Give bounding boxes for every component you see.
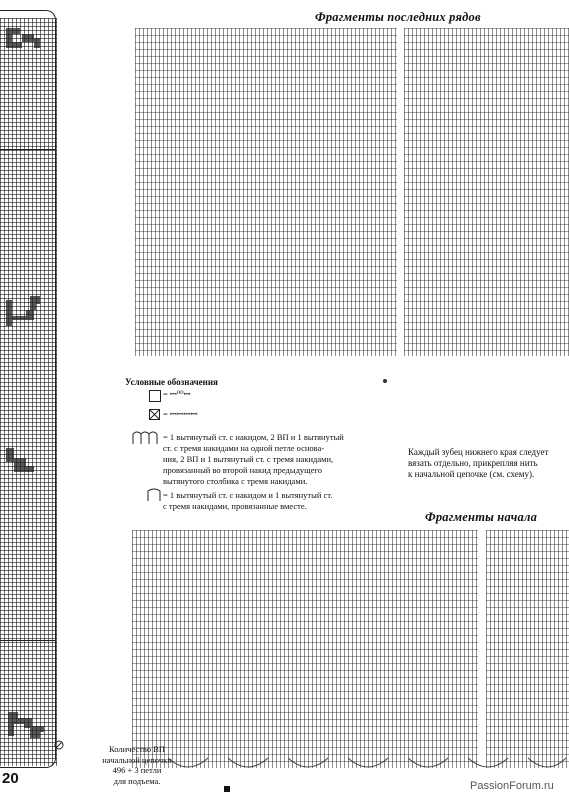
- legend-item3: [163, 432, 373, 487]
- legend-item3-line: вытянутого столбика с тремя накидами.: [163, 476, 308, 486]
- crossed-square-icon: [149, 409, 161, 421]
- page-number: 20: [2, 770, 19, 787]
- bottom-scallops: [168, 748, 568, 778]
- edge-note-line: к начальной цепочке (см. схему).: [408, 469, 535, 479]
- legend-empty-square: [149, 390, 161, 402]
- scheme-start-right: [486, 530, 569, 768]
- legend-item4: [163, 490, 373, 512]
- chain-count-line: для подъема.: [113, 775, 161, 786]
- title-last-rows: Фрагменты последних рядов: [315, 10, 481, 24]
- chain-count-line: начальной цепочки: [102, 754, 172, 765]
- joined-stitch-icon: [146, 488, 162, 502]
- legend-item3-line: ст. с тремя накидами на одной петле основа-: [163, 443, 325, 453]
- legend-item3-line: = 1 вытянутый ст. с накидом, 2 ВП и 1 вытянутый: [163, 432, 344, 442]
- scheme-last-rows-right: [404, 28, 569, 356]
- legend-item1-text: = ꟷ⁰⁰ꟷ: [163, 389, 191, 399]
- legend-item3-line: ния, 2 ВП и 1 вытянутый ст. с тремя накидами,: [163, 454, 334, 464]
- watermark: PassionForum.ru: [470, 780, 554, 792]
- no-symbol-icon: [54, 740, 64, 750]
- left-motifs: [0, 0, 60, 770]
- edge-note-line: вязать отдельно, прикрепляя нить: [408, 458, 538, 468]
- edge-note: [408, 447, 568, 480]
- legend-title: Условные обозначения: [125, 377, 218, 387]
- legend-item4-line: = 1 вытянутый ст. с накидом и 1 вытянутый ст.: [163, 490, 333, 500]
- chain-count-line: 496 + 3 петли: [112, 765, 162, 775]
- legend-item2-text: = ꟷꟷꟷꟷ: [163, 409, 198, 419]
- scheme-last-rows-left: [135, 28, 397, 356]
- title-start: Фрагменты начала: [425, 510, 538, 524]
- chain-count: [87, 744, 187, 786]
- dot-mark: [383, 379, 387, 383]
- edge-note-line: Каждый зубец нижнего края следует: [408, 447, 549, 457]
- legend-item4-line: с тремя накидами, провязанные вместе.: [163, 501, 307, 511]
- scheme-start-left: [132, 530, 478, 768]
- chain-count-line: Количество ВП: [108, 744, 166, 754]
- start-marker: [224, 786, 230, 792]
- long-stitch-group-icon: [131, 430, 159, 446]
- legend-item3-line: провязанный во второй накид предыдущего: [163, 465, 322, 475]
